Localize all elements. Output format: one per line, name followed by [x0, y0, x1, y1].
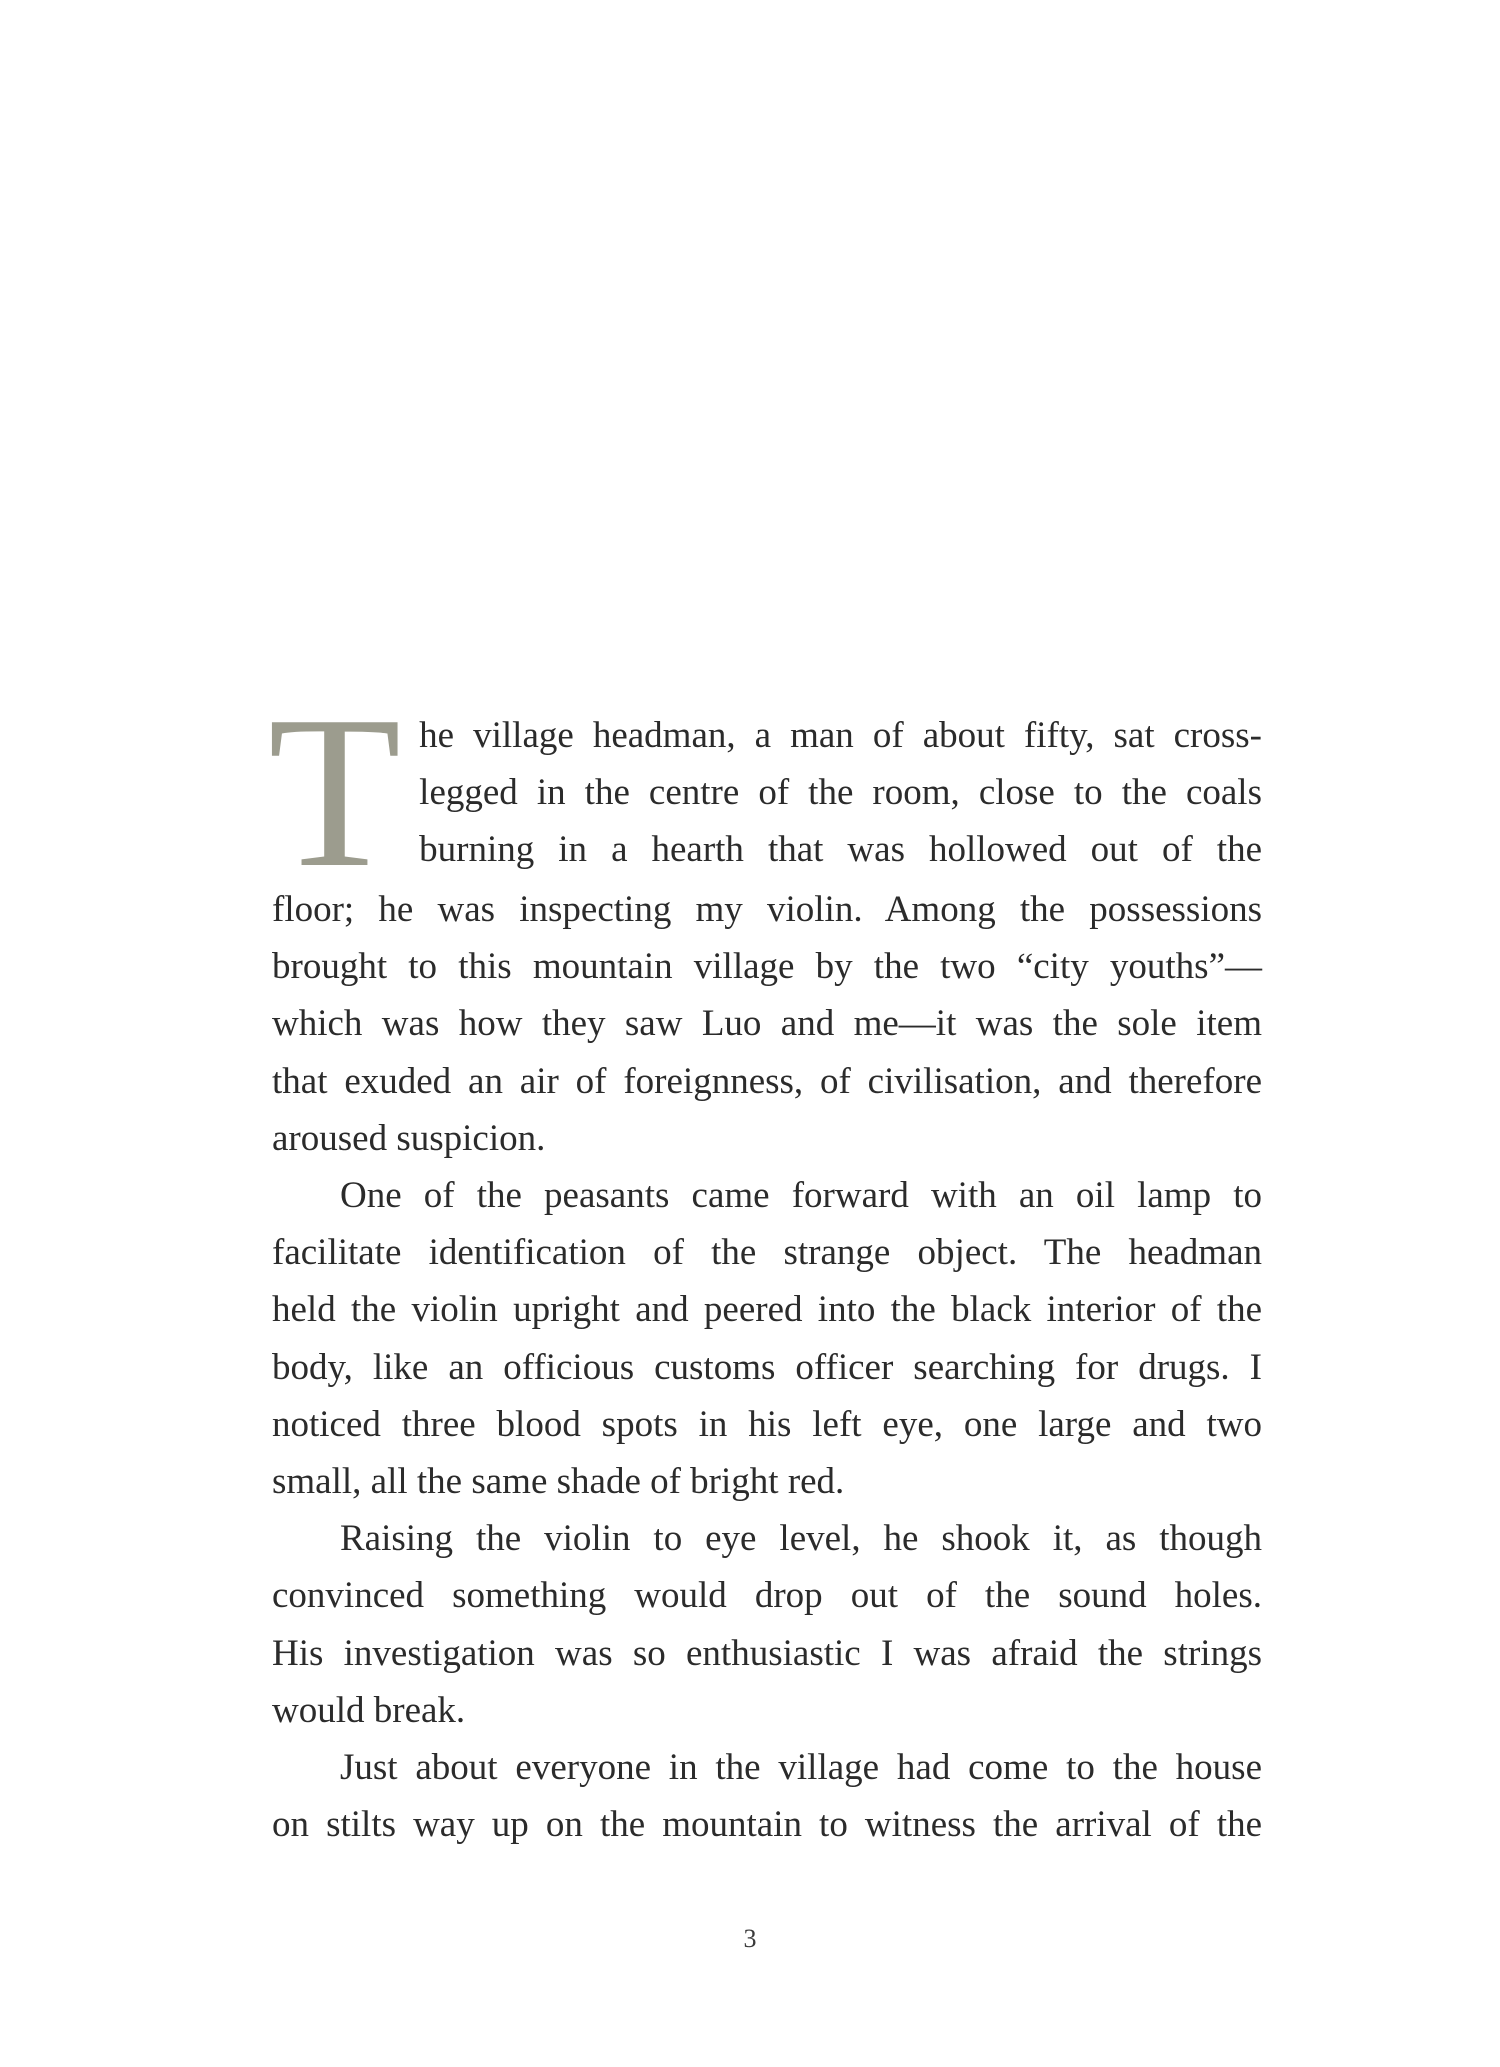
text-line: His investigation was so enthusiastic I was afraid the strings [272, 1632, 1262, 1674]
text-line: legged in the centre of the room, close to the coals [419, 772, 1262, 814]
text-line: brought to this mountain village by the two “city youths”— [272, 946, 1262, 988]
text-line: noticed three blood spots in his left eye, one large and two [272, 1403, 1262, 1445]
text-line: One of the peasants came forward with an oil lamp to [340, 1175, 1262, 1217]
drop-cap-letter: T [268, 672, 402, 913]
text-line: which was how they saw Luo and me—it was the sole item [272, 1003, 1262, 1045]
text-line: small, all the same shade of bright red. [272, 1461, 845, 1503]
body-text [268, 672, 1262, 1853]
paragraph-1 [268, 672, 1262, 1167]
text-line: he village headman, a man of about fifty, sat cross- [419, 715, 1262, 756]
text-line: body, like an officious customs officer searching for drugs. I [272, 1346, 1262, 1388]
text-line: convinced something would drop out of the sound holes. [272, 1575, 1262, 1617]
text-line: aroused suspicion. [272, 1117, 546, 1159]
text-line: facilitate identification of the strange object. The headman [272, 1232, 1262, 1274]
text-line: Raising the violin to eye level, he shook it, as though [340, 1518, 1262, 1560]
paragraph-2 [272, 1167, 1262, 1510]
text-line: that exuded an air of foreignness, of civilisation, and therefore [272, 1060, 1262, 1102]
text-line: floor; he was inspecting my violin. Among the possessions [272, 889, 1262, 930]
text-line: would break. [272, 1689, 466, 1731]
paragraph-3 [272, 1510, 1262, 1739]
text-line: on stilts way up on the mountain to witness the arrival of the [272, 1804, 1262, 1846]
page-number: 3 [743, 1924, 757, 1953]
text-line: burning in a hearth that was hollowed out of the [419, 829, 1262, 871]
paragraph-4 [272, 1739, 1262, 1853]
text-line: held the violin upright and peered into the black interior of the [272, 1289, 1262, 1331]
text-line: Just about everyone in the village had come to the house [340, 1747, 1262, 1789]
